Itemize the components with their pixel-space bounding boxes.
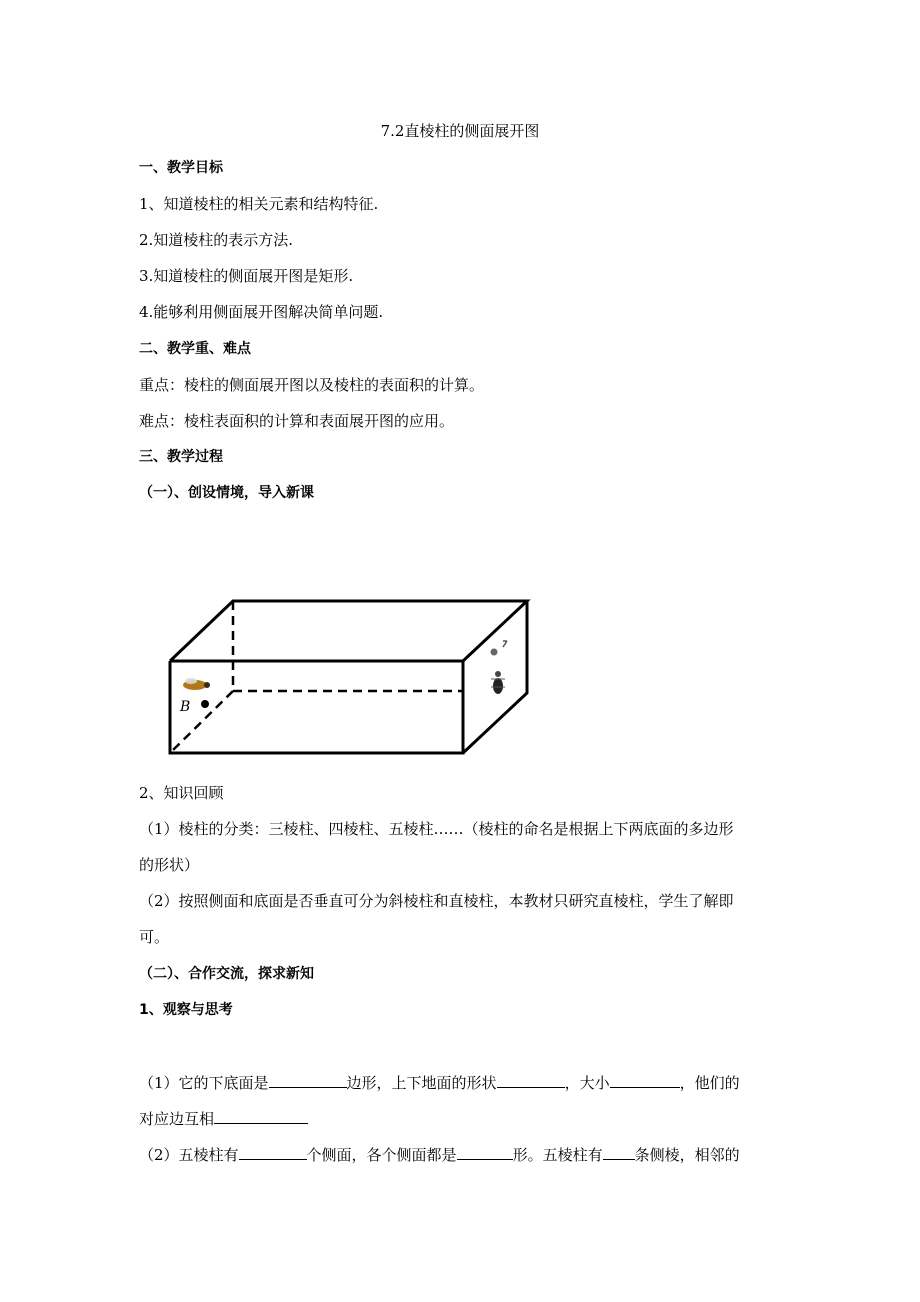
q1-text-3: ，大小	[564, 1074, 610, 1092]
q1-text-5: 对应边互相	[139, 1110, 215, 1128]
observe-heading: 1、观察与思考	[139, 1002, 233, 1018]
q1-blank-1[interactable]	[269, 1072, 347, 1088]
difficulty: 难点：棱柱表面积的计算和表面展开图的应用。	[139, 412, 455, 430]
goal-1: 1、知道棱柱的相关元素和结构特征.	[139, 195, 379, 213]
q2-blank-1[interactable]	[239, 1144, 307, 1160]
subheading-explore: （二）、合作交流，探求新知	[139, 966, 314, 982]
q2-text-3: 形。五棱柱有	[512, 1146, 603, 1164]
review-2-line-1: （2）按照侧面和底面是否垂直可分为斜棱柱和直棱柱，本教材只研究直棱柱，学生了解即	[139, 892, 734, 910]
ant-icon	[491, 641, 508, 694]
knowledge-review: 2、知识回顾	[139, 784, 224, 802]
heading-process: 三、教学过程	[139, 449, 223, 465]
page-title: 7.2直棱柱的侧面展开图	[380, 122, 540, 140]
question-1-line-2	[139, 1108, 308, 1129]
q1-blank-2[interactable]	[497, 1072, 565, 1088]
point-b-dot	[201, 700, 209, 708]
q1-text-4: ，他们的	[679, 1074, 740, 1092]
question-1-line-1	[139, 1072, 740, 1093]
cuboid-figure	[165, 595, 535, 760]
q1-blank-3[interactable]	[610, 1072, 680, 1088]
q1-blank-4[interactable]	[214, 1108, 308, 1124]
heading-key-points: 二、教学重、难点	[139, 341, 251, 357]
review-1-line-1: （1）棱柱的分类：三棱柱、四棱柱、五棱柱……（棱柱的命名是根据上下两底面的多边形	[139, 820, 734, 838]
goal-4: 4.能够利用侧面展开图解决简单问题.	[139, 303, 384, 321]
point-b-label: B	[180, 699, 191, 715]
goal-2: 2.知道棱柱的表示方法.	[139, 231, 294, 249]
review-2-line-2: 可。	[139, 928, 170, 946]
review-1-line-2: 的形状）	[139, 856, 200, 874]
question-2-line-1	[139, 1144, 740, 1165]
goal-3: 3.知道棱柱的侧面展开图是矩形.	[139, 267, 354, 285]
q2-blank-3[interactable]	[603, 1144, 635, 1160]
q1-text-1: （1）它的下底面是	[139, 1074, 269, 1092]
heading-goals: 一、教学目标	[139, 160, 223, 176]
q1-text-2: 边形，上下地面的形状	[346, 1074, 497, 1092]
q2-text-1: （2）五棱柱有	[139, 1146, 239, 1164]
key-point: 重点：棱柱的侧面展开图以及棱柱的表面积的计算。	[139, 376, 485, 394]
q2-text-4: 条侧棱，相邻的	[634, 1146, 740, 1164]
subheading-intro: （一）、创设情境，导入新课	[139, 485, 314, 501]
q2-text-2: 个侧面，各个侧面都是	[306, 1146, 457, 1164]
q2-blank-2[interactable]	[457, 1144, 513, 1160]
bee-icon	[183, 678, 210, 690]
